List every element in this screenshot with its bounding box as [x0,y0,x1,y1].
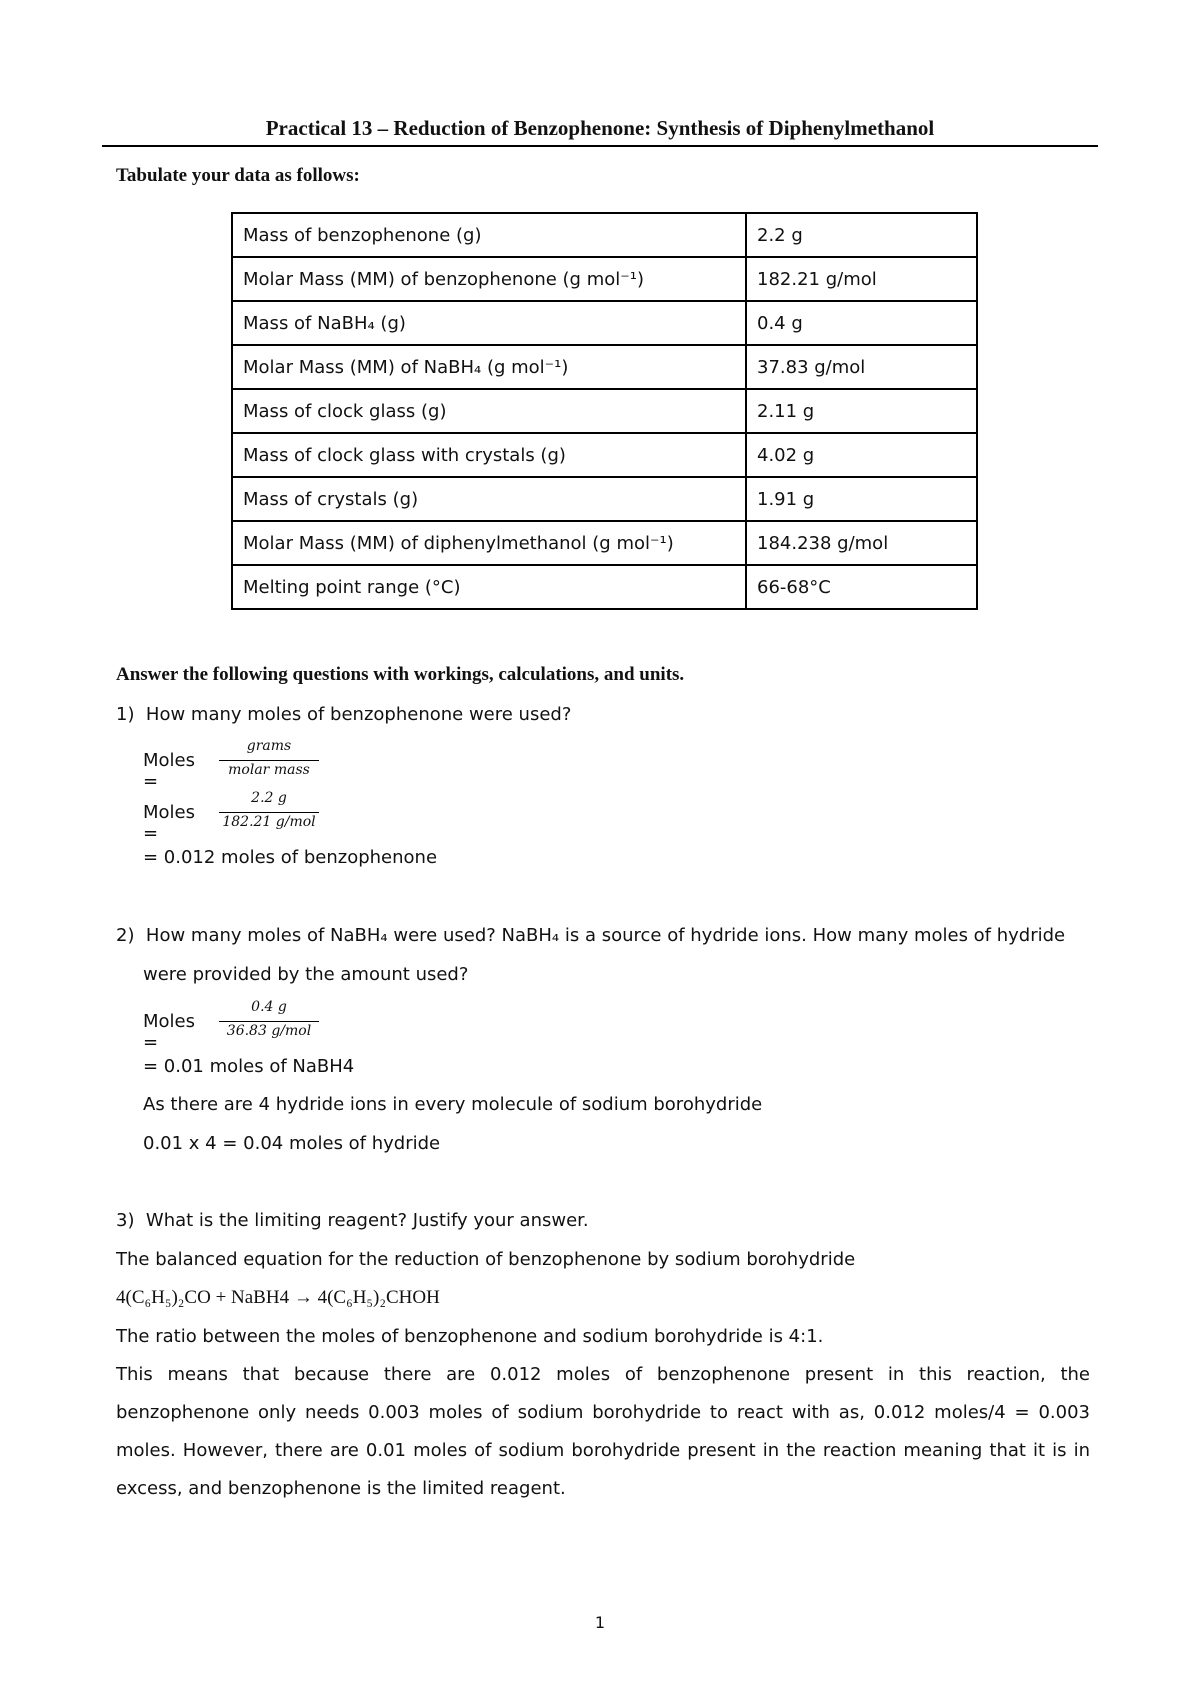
q1-result: = 0.012 moles of benzophenone [143,847,438,868]
formula-denominator: 36.83 g/mol [226,1023,312,1039]
title-divider [102,145,1098,147]
table-cell-label: Mass of benzophenone (g) [232,213,746,257]
table-cell-label: Mass of crystals (g) [232,477,746,521]
fraction-bar [219,760,319,761]
table-cell-value: 182.21 g/mol [746,257,977,301]
balanced-equation: 4(C₆H₅)₂CO + NaBH4 → 4(C₆H₅)₂CHOH [116,1287,440,1308]
table-cell-value: 1.91 g [746,477,977,521]
q2-result: = 0.01 moles of NaBH4 [143,1056,355,1077]
q2-calc: 0.01 x 4 = 0.04 moles of hydride [143,1133,441,1154]
table-cell-label: Molar Mass (MM) of diphenylmethanol (g mol⁻¹) [232,521,746,565]
q3-line-1: The balanced equation for the reduction of benzophenone by sodium borohydride [116,1249,856,1270]
data-table [231,212,978,610]
table-row [232,213,977,257]
formula-denominator: 182.21 g/mol [222,814,316,830]
question-2-line-2: were provided by the amount used? [143,964,469,985]
table-row [232,345,977,389]
table-row [232,433,977,477]
table-cell-value: 2.2 g [746,213,977,257]
table-row [232,389,977,433]
tabulate-heading: Tabulate your data as follows: [116,165,360,186]
formula-lhs: Moles = [143,1011,195,1053]
table-cell-label: Mass of clock glass (g) [232,389,746,433]
table-cell-label: Molar Mass (MM) of NaBH₄ (g mol⁻¹) [232,345,746,389]
question-1: 1) How many moles of benzophenone were used? [116,704,572,725]
table-cell-value: 2.11 g [746,389,977,433]
table-cell-value: 0.4 g [746,301,977,345]
formula-lhs: Moles = [143,802,195,844]
table-cell-label: Molar Mass (MM) of benzophenone (g mol⁻¹) [232,257,746,301]
q2-note: As there are 4 hydride ions in every molecule of sodium borohydride [143,1094,763,1115]
table-cell-label: Mass of clock glass with crystals (g) [232,433,746,477]
q3-line-2: The ratio between the moles of benzophenone and sodium borohydride is 4:1. [116,1326,824,1347]
page-title: Practical 13 – Reduction of Benzophenone: Synthesis of Diphenylmethanol [265,116,935,140]
table-row [232,477,977,521]
formula-lhs: Moles = [143,750,195,792]
formula-numerator: 0.4 g [251,999,287,1015]
table-cell-value: 66-68°C [746,565,977,609]
question-2-line-1: 2) How many moles of NaBH₄ were used? NaBH₄ is a source of hydride ions. How many moles of hydride [116,925,1066,946]
formula-numerator: grams [246,738,292,754]
page-number: 1 [594,1613,606,1632]
fraction-bar [219,812,319,813]
formula-numerator: 2.2 g [251,790,287,806]
table-cell-label: Melting point range (°C) [232,565,746,609]
table-row [232,301,977,345]
q3-paragraph: This means that because there are 0.012 moles of benzophenone present in this reaction, the benzophenone only needs 0.003 moles of sodium borohydride to react with as, 0.012 moles/4 = 0.003 moles. However, there are 0.01 moles of sodium borohydride present in the reaction meaning that it is in excess, and benzophenone is the limited reagent. [116,1364,1090,1499]
table-row [232,521,977,565]
table-cell-value: 4.02 g [746,433,977,477]
fraction-bar [219,1021,319,1022]
answer-heading: Answer the following questions with workings, calculations, and units. [116,664,685,685]
table-cell-value: 184.238 g/mol [746,521,977,565]
formula-denominator: molar mass [228,762,310,778]
table-row [232,565,977,609]
table-cell-label: Mass of NaBH₄ (g) [232,301,746,345]
question-3: 3) What is the limiting reagent? Justify your answer. [116,1210,589,1231]
table-cell-value: 37.83 g/mol [746,345,977,389]
table-row [232,257,977,301]
